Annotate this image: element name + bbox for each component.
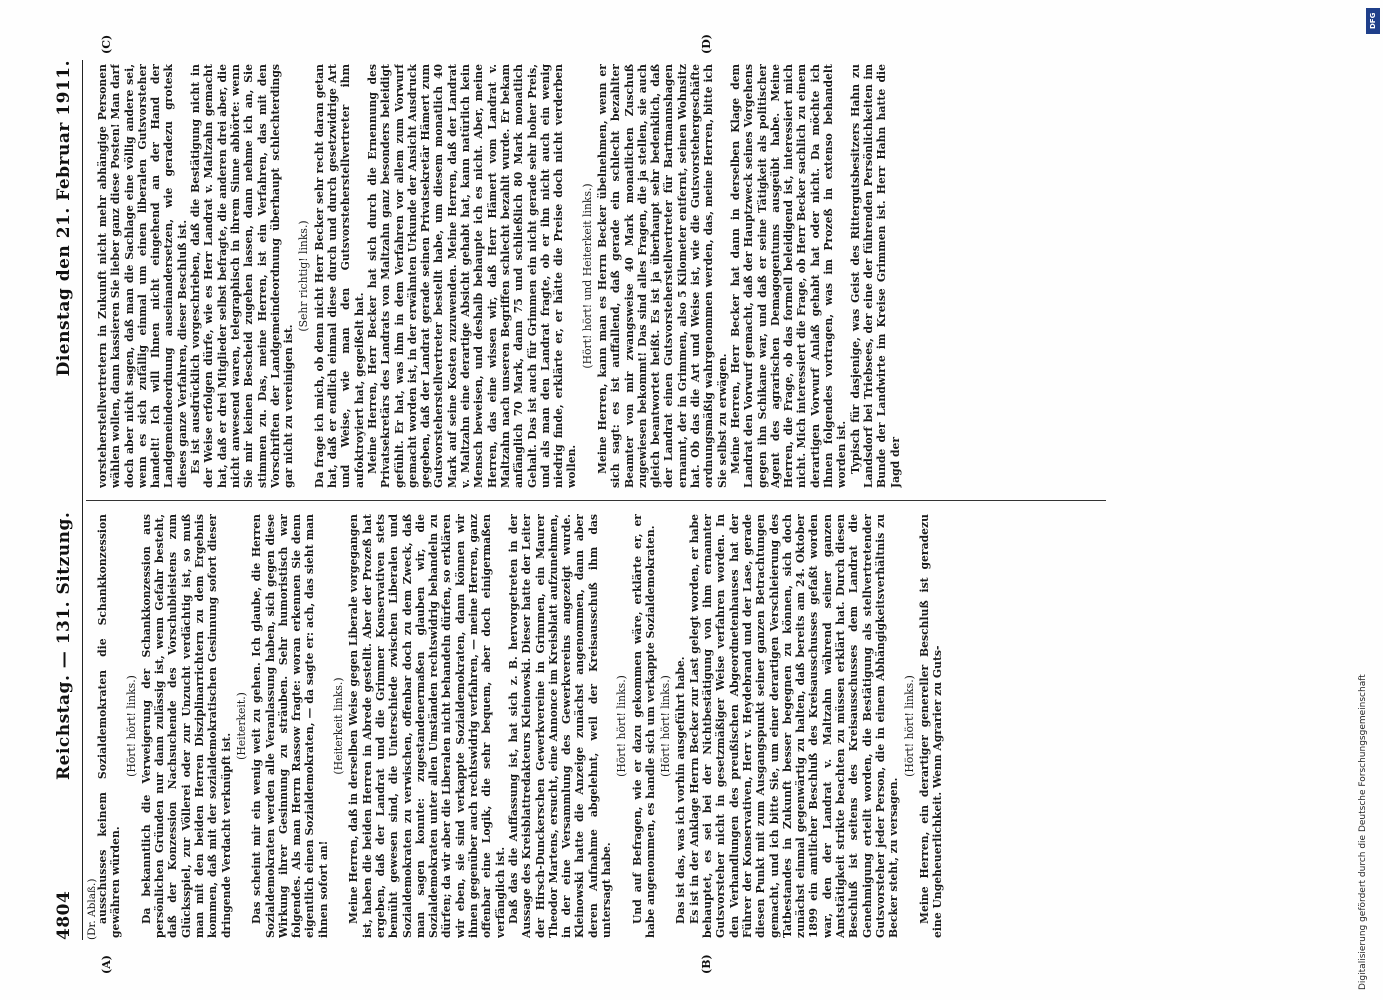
paragraph: Da frage ich mich, ob denn nicht Herr Becker sehr recht daran getan hat, daß er endlich einmal diese durch und durch gesetzwidrige Art und Weise, wie man den Gutsvorsteherstellvertreter ihm aufoktroyiert hat, gegeißelt hat. — [312, 64, 366, 488]
page-header — [48, 60, 82, 940]
paragraph: Und auf Befragen, wie er dazu gekommen wäre, erklärte er, er habe angenommen, es handle sich um verkappte Sozialdemokraten. — [630, 514, 657, 938]
interjection: (Hört! hört! links.) — [615, 675, 629, 777]
paragraph: Meine Herren, kann man es Herrn Becker übelnehmen, wenn er sich sagt: es ist auffallend, daß gerade ein schlecht bezahlter Beamter von mir zwangsweise 40 Mark monatlichen Zuschuß zugewiesen bekommt! Das sind alles Fragen, die ja stellen, sie auch gleich beantwortet heißt. Es ist ja überhaupt sehr bedenklich, daß der Landrat einen Gutsvorsteherstellvertreter für Bartmannshagen ernannt, der in Grimmen, also 5 Kilometer entfernt, seinen Wohnsitz hat. Ob das die Art und Weise ist, wie die Gutsvorstehergeschäfte ordnungsmäßig wahrgenommen werden, das, meine Herren, bitte ich Sie selbst zu erwägen. — [595, 64, 729, 488]
paragraph: Das ist das, was ich vorhin ausgeführt habe. — [674, 656, 688, 924]
paragraph: Da bekanntlich die Verweigerung der Schankkonzession aus persönlichen Gründen nur dann zulässig ist, wenn Gefahr besteht, daß der Konzession Nachsuchende des Vorschubleistens zum Glücksspiel, zur Völlerei oder zur Unzucht verdächtig ist, so muß man mit den beiden Herren Disziplinarrichtern zu dem Ergebnis kommen, daß mit der sozialdemokratischen Gesinnung sofort dieser dringende Verdacht verknüpft ist. — [139, 514, 233, 938]
digitization-credit — [1338, 10, 1378, 990]
paragraph: ausschusses keinem Sozialdemokraten die Schankkonzession gewähren würden. — [96, 514, 123, 938]
page-number: 4804 — [54, 890, 74, 940]
credit-text: Digitalisierung gefördert durch die Deutsche Forschungsgemeinschaft — [1358, 674, 1368, 990]
interjection: (Hört! hört! links.) — [124, 675, 138, 777]
header-publication: Reichstag. — [54, 674, 74, 780]
paragraph: vorsteherstellvertretern in Zukunft nicht mehr abhängige Personen wählen wollen, dann kassieren Sie lieber ganz diese Posten! Man darf doch aber nicht sagen, daß man die Sachlage eine völlig andere sei, wenn es sich zufällig einmal um einen liberalen Gutsvorsteher handelt! Ich will Ihnen nicht eingehend an der Hand der Landgemeindeordnung auseinandersetzen, wie geradezu grotesk dieses ganze Verfahren, dieser Beschluß ist. — [96, 64, 189, 488]
paragraph: Daß das die Auffassung ist, hat sich z. B. hervorgetreten in der Aussage des Kreisblattredakteurs Kleinowski. Dieser hatte der Leiter der Hirsch-Dunckerschen Gewerkvereine in Grimmen, ein Maurer Theodor Martens, ersucht, eine Annonce im Kreisblatt aufzunehmen, in der eine Versammlung des Gewerkvereins angezeigt wurde. Kleinowski hatte die Anzeige zunächst angenommen, dann aber deren Aufnahme abgelehnt, weil der Kreisausschuß ihm das untersagt habe. — [506, 514, 613, 938]
header-rule — [82, 60, 83, 940]
margin-marker-c: (C) — [100, 34, 113, 54]
margin-marker-b: (B) — [700, 954, 713, 974]
interjection: (Heiterkeit.) — [234, 692, 248, 760]
interjection: (Hört! hört! links.) — [659, 675, 673, 777]
margin-marker-d: (D) — [700, 34, 713, 54]
paragraph: Das scheint mir ein wenig weit zu gehen. Ich glaube, die Herren Sozialdemokraten werden alle Veranlassung haben, sich gegen diese Wirkung ihrer Gesinnung zu sträuben. Sehr humoristisch war folgendes. Als man Herrn Rassow fragte: woran erkennen Sie denn eigentlich einen Sozialdemokraten, — da sagte er: ach, das sieht man ihnen sofort an! — [250, 514, 330, 938]
left-column — [96, 514, 1106, 938]
paragraph: Meine Herren, daß in derselben Weise gegen Liberale vorgegangen ist, haben die beiden Herren in Abrede gestellt. Aber der Prozeß hat ergeben, daß der Landrat und die Grimmer Konservativen stets bemüht gewesen sind, die Unterschiede zwischen Liberalen und Sozialdemokraten zu verwischen, offenbar doch zu dem Zweck, daß man sagen konnte: zugestandenermaßen glauben wir, die Sozialdemokraten unter allen Umständen rechtswidrig behandeln zu dürfen; da wir aber die Liberalen nicht behandeln dürfen, so erklären wir eben, sie sind verkappte Sozialdemokraten, dann können wir ihnen gegenüber auch rechtswidrig verfahren, — meine Herren, ganz offenbar eine Logik, die sehr bequem, aber doch einigermaßen verfänglich ist. — [347, 514, 507, 938]
header-session: — 131. Sitzung. — [54, 511, 74, 669]
paragraph: Meine Herren, ein derartiger genereller Beschluß ist geradezu eine Ungeheuerlichkeit. Wenn Agrarier zu Guts- — [917, 514, 945, 938]
column-divider — [86, 500, 1106, 501]
interjection: (Hört! hört! und Heiterkeit links.) — [580, 183, 594, 369]
dfg-logo: DFG — [1366, 8, 1380, 34]
interjection: (Sehr richtig! links.) — [297, 220, 311, 332]
paragraph: Meine Herren, Herr Becker hat sich durch die Ernennung des Privatsekretärs des Landrats von Maltzahn ganz besonders beleidigt gefühlt. Er hat, was ihm in dem Verfahren vor allem zum Vorwurf gemacht worden ist, in der erwähnten Urkunde der Ansicht Ausdruck gegeben, daß der Landrat gerade seinen Privatsekretär Hämert zum Gutsvorsteherstellvertreter bestellt habe, um diesem monatlich 40 Mark auf seine Kosten zuzuwenden. Meine Herren, daß der Landrat v. Maltzahn eine derartige Absicht gehabt hat, kann natürlich kein Mensch beweisen, und deshalb behaupte ich es nicht. Aber, meine Herren, das eine wissen wir, daß Herr Hämert vom Landrat v. Maltzahn nach unseren Begriffen schlecht bezahlt wurde. Er bekam anfänglich 70 Mark, dann 75 und schließlich 80 Mark monatlich Gehalt. Das ist auch für Grimmen ein nicht gerade sehr hoher Preis, und als man den Landrat fragte, ob er ihn nicht auch ein wenig niedrig finde, erklärte er, er hätte die Preise doch nicht verderben wollen. — [365, 64, 579, 488]
interjection: (Hört! hört! links.) — [902, 675, 916, 777]
right-column — [96, 64, 1106, 488]
paragraph: Meine Herren, Herr Becker hat dann in derselben Klage dem Landrat den Vorwurf gemacht, daß der Hauptzweck seines Vorgehens gegen ihn Schikane war, und daß er seine Tätigkeit als politischer Agent des agrarischen Demagogentums ausgeübt habe. Meine Herren, die Frage, ob das formell beleidigend ist, interessiert mich nicht. Mich interessiert die Frage, ob Herr Becker sachlich zu einem derartigen Vorwurf Anlaß gehabt hat oder nicht. Da möchte ich Ihnen folgendes vortragen, was im Prozeß in extenso behandelt worden ist. — [728, 64, 849, 488]
margin-marker-a: (A) — [100, 955, 113, 974]
paragraph: Es ist ausdrücklich vorgeschrieben, daß die Bestätigung nicht in der Weise erfolgen dürfe, wie es Herr Landrat v. Maltzahn gemacht hat, daß er drei Mitglieder selbst befragte, die anderen drei aber, die nicht anwesend waren, telegraphisch in ihrem Sinne abhörte: wenn Sie mir keinen Bescheid zugehen lassen, dann nehme ich an, Sie stimmen zu. Das, meine Herren, ist ein Verfahren, das mit den Vorschriften der Landgemeindeordnung überhaupt schlechterdings gar nicht zu vereinigen ist. — [189, 64, 296, 488]
header-publication-session — [54, 512, 74, 780]
header-date: Dienstag den 21. Februar 1911. — [54, 60, 74, 377]
paragraph: Typisch für dasjenige, was Geist des Rittergutsbesitzers Hahn zu Landsdorf bei Triebsees, der eine der führenden Persönlichkeiten im Bunde der Landwirte im Kreise Grimmen ist. Herr Hahn hatte die Jagd der — [848, 64, 902, 488]
paragraph: Es ist in der Anklage Herrn Becker zur Last gelegt worden, er habe behauptet, es sei bei der Nichtbestätigung von ihm ernannter Gutsvorsteher nicht in gesetzmäßiger Weise verfahren worden. In den Verhandlungen des preußischen Abgeordnetenhauses hat der Führer der Konservativen, Herr v. Heydebrand und der Lase, gerade diesen Punkt mit zum Ausgangspunkt seiner ganzen Betrachtungen gemacht, und ich bitte Sie, um einer derartigen Verschleierung des Tatbestandes in Zukunft besser begegnen zu können, sich doch zunächst einmal gegenwärtig zu halten, daß bereits am 24. Oktober 1899 ein amtlicher Beschluß des Kreisausschusses gefaßt worden war, den der Landrat v. Maltzahn während seiner ganzen Amtstätigkeit strikte beachten zu müssen erklärt hat. Durch diesen Beschluß ist seitens des Kreisausschusses dem Landrat die Genehmigung erteilt worden, die Bestätigung als stellvertretender Gutsvorsteher jeder Person, die in einem Abhängigkeitsverhältnis zu Becker steht, zu versagen. — [687, 514, 901, 938]
interjection: (Heiterkeit links.) — [332, 677, 346, 775]
speaker-label: (Dr. Ablaß.) — [86, 878, 98, 940]
